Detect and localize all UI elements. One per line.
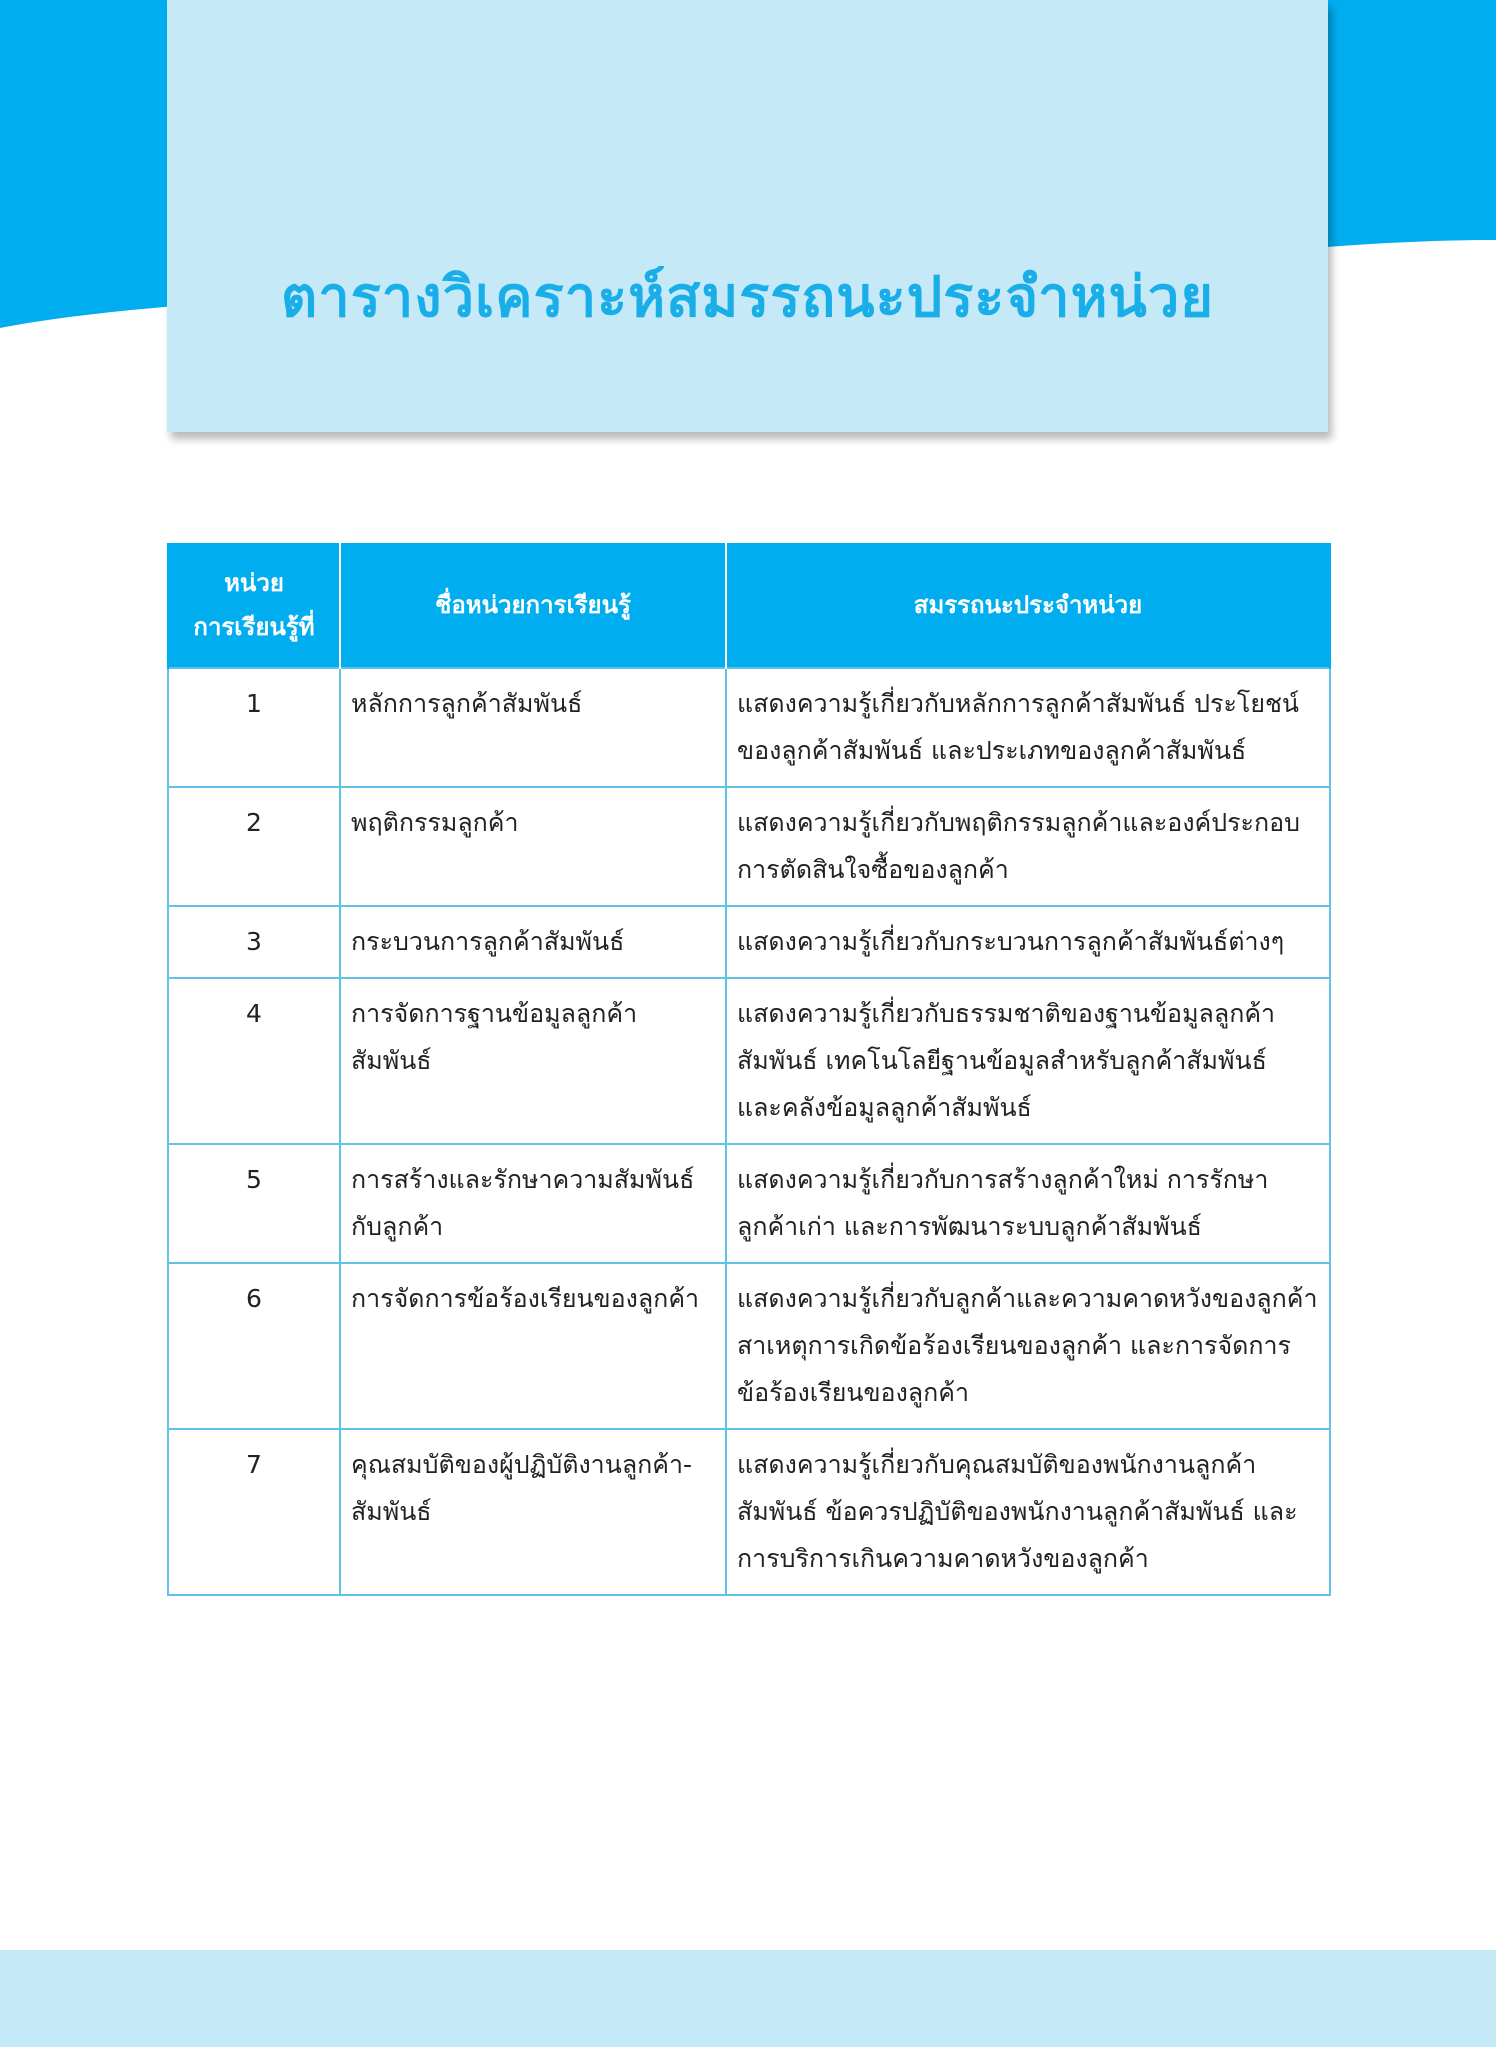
competency-cell: แสดงความรู้เกี่ยวกับลูกค้าและความคาดหวังของลูกค้า สาเหตุการเกิดข้อร้องเรียนของลูกค้า และการจัดการข้อร้องเรียนของลูกค้า bbox=[726, 1263, 1330, 1429]
competency-cell: แสดงความรู้เกี่ยวกับพฤติกรรมลูกค้าและองค์ประกอบการตัดสินใจซื้อของลูกค้า bbox=[726, 787, 1330, 906]
table-row bbox=[168, 1144, 1330, 1263]
table-row bbox=[168, 1263, 1330, 1429]
competency-cell: แสดงความรู้เกี่ยวกับกระบวนการลูกค้าสัมพันธ์ต่างๆ bbox=[726, 906, 1330, 978]
unit-name-cell: การจัดการข้อร้องเรียนของลูกค้า bbox=[340, 1263, 726, 1429]
competency-cell: แสดงความรู้เกี่ยวกับคุณสมบัติของพนักงานลูกค้าสัมพันธ์ ข้อควรปฏิบัติของพนักงานลูกค้าสัมพันธ์ และการบริการเกินความคาดหวังของลูกค้า bbox=[726, 1429, 1330, 1595]
footer-band bbox=[0, 1950, 1496, 2047]
unit-number-cell: 5 bbox=[168, 1144, 340, 1263]
competency-cell: แสดงความรู้เกี่ยวกับหลักการลูกค้าสัมพันธ์ ประโยชน์ของลูกค้าสัมพันธ์ และประเภทของลูกค้าสัมพันธ์ bbox=[726, 668, 1330, 787]
title-card bbox=[167, 0, 1328, 432]
unit-name-cell: การสร้างและรักษาความสัมพันธ์กับลูกค้า bbox=[340, 1144, 726, 1263]
header-unit-line1: หน่วย bbox=[224, 569, 284, 597]
competency-cell: แสดงความรู้เกี่ยวกับธรรมชาติของฐานข้อมูลลูกค้าสัมพันธ์ เทคโนโลยีฐานข้อมูลสำหรับลูกค้าสัมพันธ์ และคลังข้อมูลลูกค้าสัมพันธ์ bbox=[726, 978, 1330, 1144]
competency-cell: แสดงความรู้เกี่ยวกับการสร้างลูกค้าใหม่ การรักษาลูกค้าเก่า และการพัฒนาระบบลูกค้าสัมพันธ์ bbox=[726, 1144, 1330, 1263]
unit-name-cell: พฤติกรรมลูกค้า bbox=[340, 787, 726, 906]
table-row bbox=[168, 787, 1330, 906]
unit-number-cell: 7 bbox=[168, 1429, 340, 1595]
header-unit-number bbox=[168, 543, 340, 668]
unit-name-cell: คุณสมบัติของผู้ปฏิบัติงานลูกค้า-สัมพันธ์ bbox=[340, 1429, 726, 1595]
unit-number-cell: 3 bbox=[168, 906, 340, 978]
table-row bbox=[168, 668, 1330, 787]
header-competency: สมรรถนะประจำหน่วย bbox=[726, 543, 1330, 668]
unit-name-cell: กระบวนการลูกค้าสัมพันธ์ bbox=[340, 906, 726, 978]
unit-number-cell: 2 bbox=[168, 787, 340, 906]
header-unit-name: ชื่อหน่วยการเรียนรู้ bbox=[340, 543, 726, 668]
table-row bbox=[168, 1429, 1330, 1595]
unit-number-cell: 6 bbox=[168, 1263, 340, 1429]
table-row bbox=[168, 978, 1330, 1144]
unit-name-cell: หลักการลูกค้าสัมพันธ์ bbox=[340, 668, 726, 787]
competency-table-container bbox=[167, 543, 1329, 1596]
competency-table bbox=[167, 543, 1331, 1596]
unit-number-cell: 4 bbox=[168, 978, 340, 1144]
table-header-row bbox=[168, 543, 1330, 668]
page-title: ตารางวิเคราะห์สมรรถนะประจำหน่วย bbox=[280, 265, 1215, 330]
header-unit-line2: การเรียนรู้ที่ bbox=[193, 613, 315, 641]
unit-number-cell: 1 bbox=[168, 668, 340, 787]
table-row bbox=[168, 906, 1330, 978]
unit-name-cell: การจัดการฐานข้อมูลลูกค้าสัมพันธ์ bbox=[340, 978, 726, 1144]
